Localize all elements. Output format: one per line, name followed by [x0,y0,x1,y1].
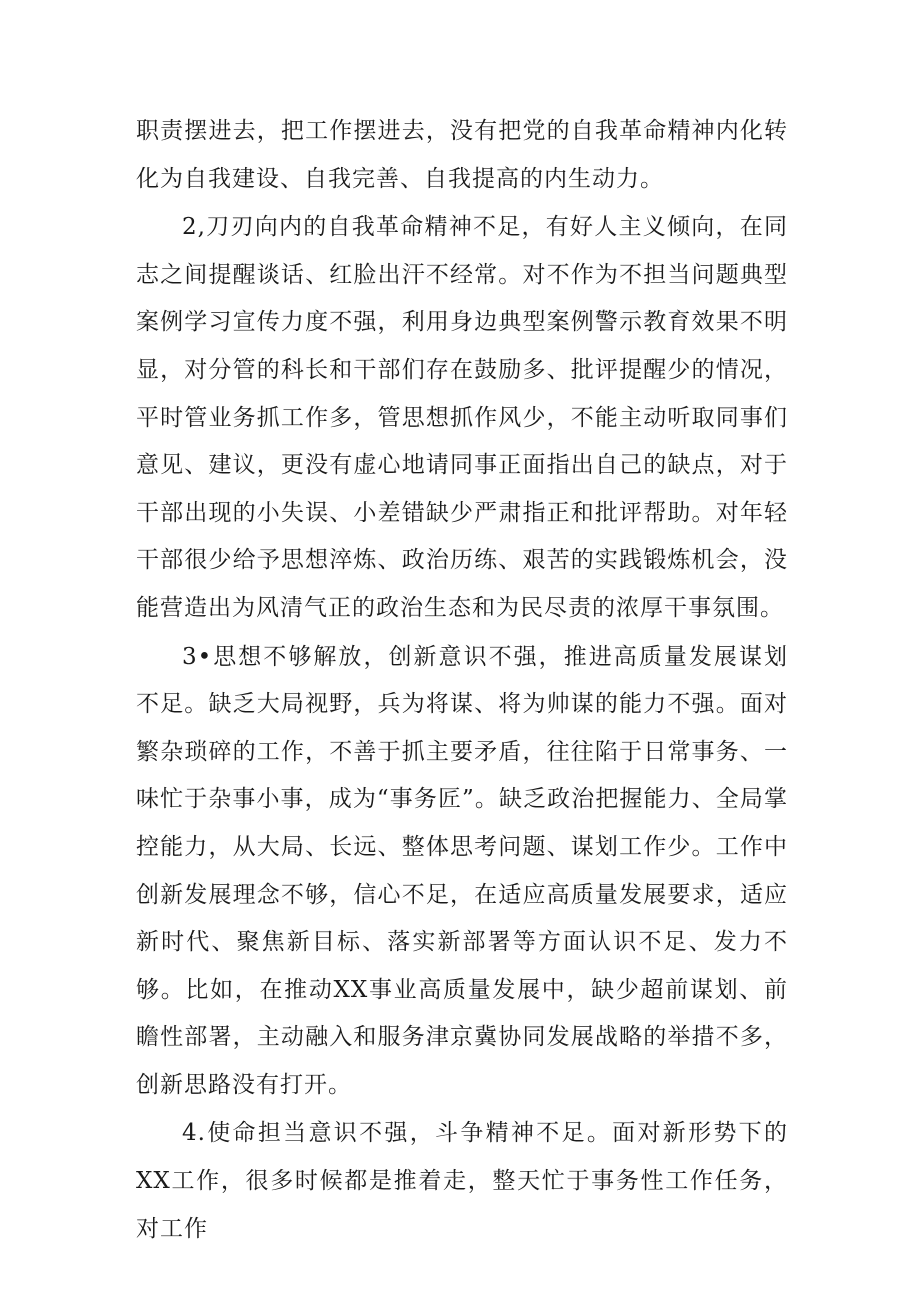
document-body [136,108,788,1253]
paragraph-item-3: 3•思想不够解放，创新意识不强，推进高质量发展谋划不足。缺乏大局视野，兵为将谋、将为帅谋的能力不强。面对繁杂琐碎的工作，不善于抓主要矛盾，往往陷于日常事务、一味忙于杂事小事，成为“事务匠”。缺乏政治把握能力、全局掌控能力，从大局、长远、整体思考问题、谋划工作少。工作中创新发展理念不够，信心不足，在适应高质量发展要求，适应新时代、聚焦新目标、落实新部署等方面认识不足、发力不够。比如，在推动XX事业高质量发展中，缺少超前谋划、前瞻性部署，主动融入和服务津京冀协同发展战略的举措不多，创新思路没有打开。 [136,643,788,1098]
paragraph-item-2: 2,刀刃向内的自我革命精神不足，有好人主义倾向，在同志之间提醒谈话、红脸出汗不经常。对不作为不担当问题典型案例学习宣传力度不强，利用身边典型案例警示教育效果不明显，对分管的科长和干部们存在鼓励多、批评提醒少的情况，平时管业务抓工作多，管思想抓作风少，不能主动听取同事们意见、建议，更没有虚心地请同事正面指出自己的缺点，对于干部出现的小失误、小差错缺少严肃指正和批评帮助。对年轻干部很少给予思想淬炼、政治历练、艰苦的实践锻炼机会，没能营造出为风清气正的政治生态和为民尽责的浓厚干事氛围。 [136,214,788,621]
paragraph-item-4: 4.使命担当意识不强，斗争精神不足。面对新形势下的XX工作，很多时候都是推着走，整天忙于事务性工作任务，对工作 [136,1120,788,1242]
paragraph-continued: 职责摆进去，把工作摆进去，没有把党的自我革命精神内化转化为自我建设、自我完善、自我提高的内生动力。 [136,118,788,192]
